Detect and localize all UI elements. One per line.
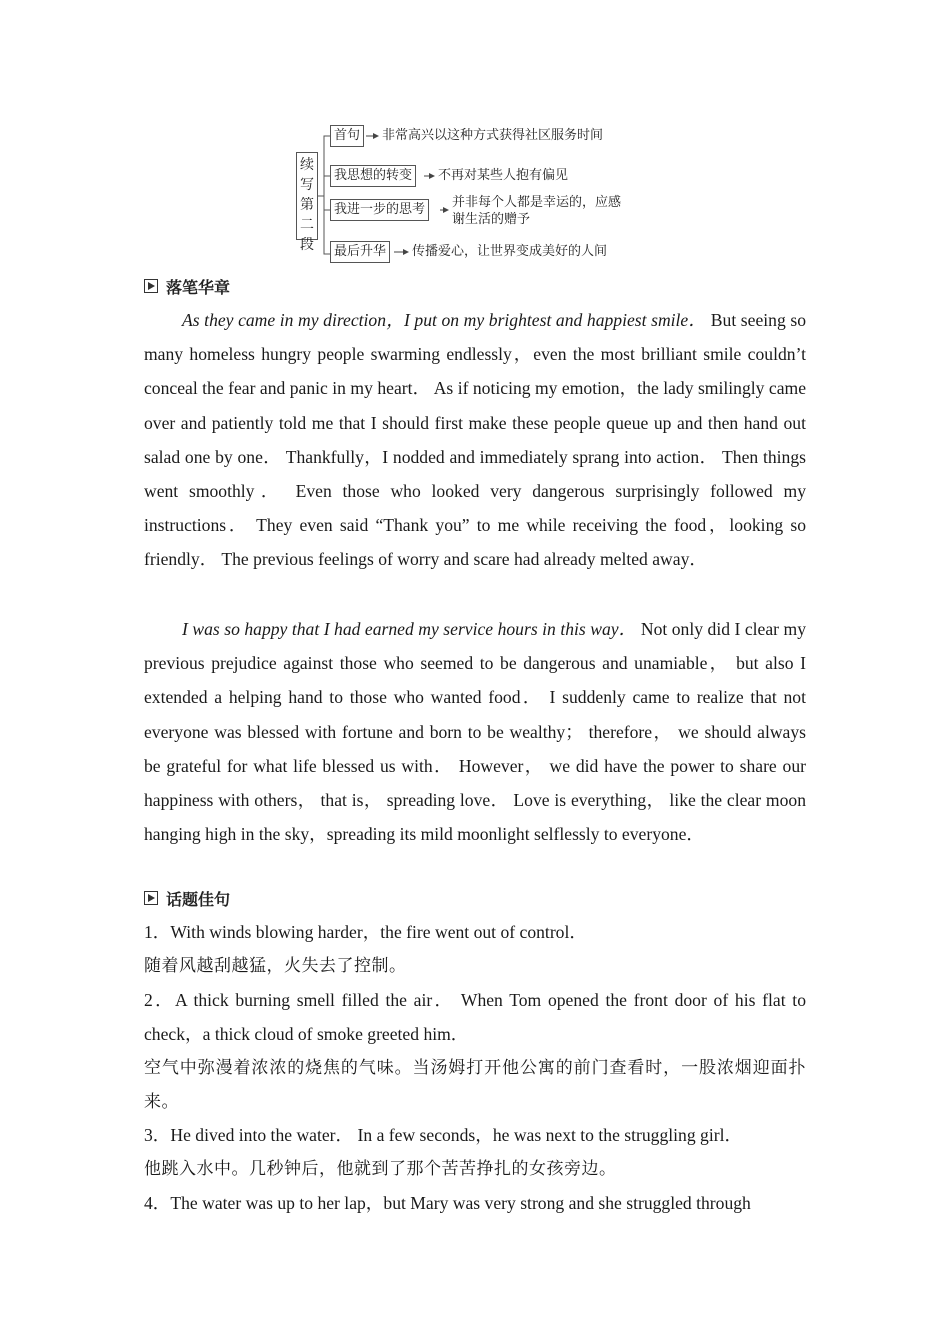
sentence-4-english: 4．The water was up to her lap，but Mary was very strong and she struggled through <box>144 1193 751 1213</box>
sentence-1-english: 1．With winds blowing harder，the fire went out of control． <box>144 922 587 942</box>
essay-paragraph-1 <box>144 303 806 577</box>
sentence-1-chinese: 随着风越刮越猛，火失去了控制。 <box>144 956 407 976</box>
sentence-3-chinese: 他跳入水中。几秒钟后，他就到了那个苦苦挣扎的女孩旁边。 <box>144 1159 617 1179</box>
diagram-node-further-thought: 我进一步的思考 <box>330 199 429 221</box>
section-title: 落笔华章 <box>166 277 231 297</box>
topic-sentence: I was so happy that I had earned my service hours in this way． <box>182 619 637 639</box>
diagram-leaf-3-line2: 谢生活的赠予 <box>452 212 531 227</box>
topic-sentence: As they came in my direction，I put on my brightest and happiest smile． <box>182 310 707 330</box>
diagram-node-final-sublimation: 最后升华 <box>330 241 390 263</box>
diagram-leaf-3-line1: 并非每个人都是幸运的，应感 <box>452 195 622 210</box>
play-triangle-icon <box>144 279 158 293</box>
paragraph-body: But seeing so many homeless hungry people swarming endlessly，even the most brilliant smile couldn’t conceal the fear and panic in my heart． As if noticing my emotion，the lady smilingly came over and patiently told me that I should first make these people queue up and then hand out salad one by one． Thankfully，I nodded and immediately sprang into action． Then things went smoothly． Even those who looked very dangerous surprisingly followed my instructions． They even said “Thank you” to me while receiving the food，looking so friendly． The previous feelings of worry and scare had already melted away． <box>144 310 806 570</box>
diagram-leaf-2: 不再对某些人抱有偏见 <box>438 168 569 183</box>
sentence-2-chinese: 空气中弥漫着浓浓的烧焦的气味。当汤姆打开他公寓的前门查看时，一股浓烟迎面扑来。 <box>144 1058 806 1112</box>
section-heading-sentences <box>144 887 230 909</box>
sentence-2-english: 2．A thick burning smell filled the air． When Tom opened the front door of his flat to check，a thick cloud of smoke greeted him． <box>144 990 806 1044</box>
essay-paragraph-2 <box>144 612 806 851</box>
play-triangle-icon <box>144 891 158 905</box>
section-heading-writing <box>144 275 230 297</box>
sentence-3-english: 3．He dived into the water． In a few seconds，he was next to the struggling girl． <box>144 1125 743 1145</box>
paragraph-body: Not only did I clear my previous prejudice against those who seemed to be dangerous and unamiable， but also I extended a helping hand to those who wanted food． I suddenly came to realize that not everyone was blessed with fortune and born to be wealthy； therefore， we should always be grateful for what life blessed us with． However， we did have the power to share our happiness with others， that is， spreading love． Love is everything， like the clear moon hanging high in the sky，spreading its mild moonlight selflessly to everyone． <box>144 619 806 845</box>
diagram-root-label: 续写第二段 <box>296 152 318 240</box>
section-title: 话题佳句 <box>166 889 231 909</box>
diagram-leaf-4: 传播爱心，让世界变成美好的人间 <box>412 244 608 259</box>
diagram-node-thought-change: 我思想的转变 <box>330 165 416 187</box>
diagram-leaf-1: 非常高兴以这种方式获得社区服务时间 <box>382 128 604 143</box>
outline-diagram <box>288 118 668 268</box>
diagram-node-first-sentence: 首句 <box>330 125 364 147</box>
